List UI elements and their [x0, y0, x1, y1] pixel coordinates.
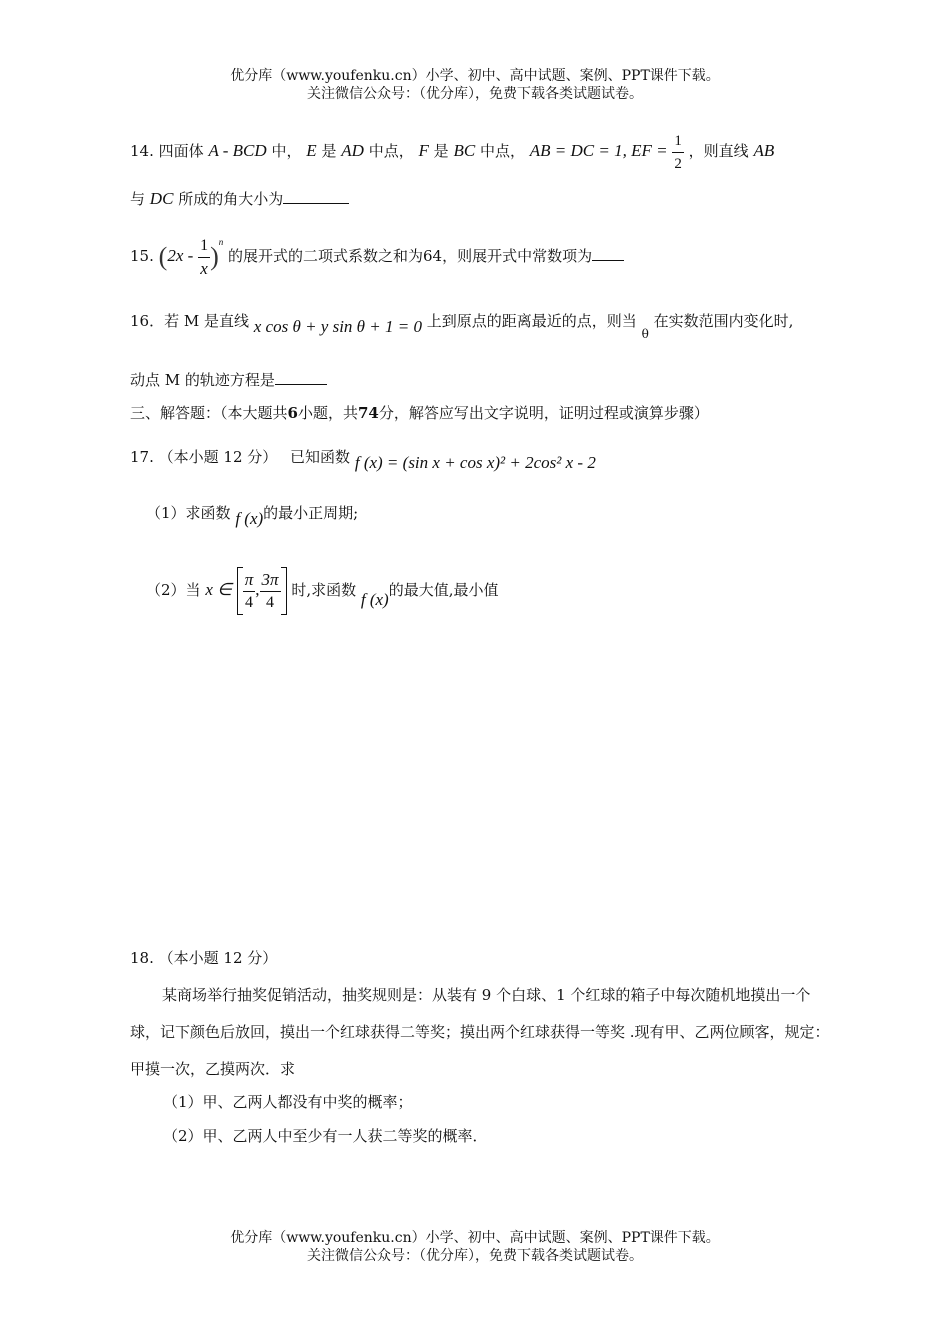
q15-math: 2x -: [167, 246, 194, 265]
q14-math: DC: [149, 189, 174, 208]
footer-line-1: 优分库（www.youfenku.cn）小学、初中、高中试题、案例、PPT课件下载。: [230, 1230, 720, 1246]
q16-text: 在实数范围内变化时,: [653, 312, 794, 330]
q17-math: f (x): [235, 509, 264, 528]
q15-paren-left: (: [158, 242, 168, 271]
q18-part-2: （2）甲、乙两人中至少有一人获二等奖的概率．: [163, 1127, 488, 1145]
q17-text: 已知函数: [290, 448, 351, 466]
q18-paragraph: 某商场举行抽奖促销活动，抽奖规则是：从装有 9 个白球、1 个红球的箱子中每次随机地摸出一个球，记下颜色后放回，摸出一个红球获得二等奖；摸出两个红球获得一等奖 .现有甲、乙两位顾客，规定：甲摸一次，乙摸两次．求: [130, 986, 830, 1078]
question-14-line-2: [130, 186, 349, 212]
q17-frac-den: 4: [244, 593, 253, 611]
q17-score: （本小题 12 分）: [158, 448, 278, 466]
footer-line-2: 关注微信公众号：（优分库），免费下载各类试题试卷。: [307, 1248, 643, 1264]
q14-frac-num: 1: [672, 130, 684, 153]
q16-math: x cos θ + y sin θ + 1 = 0: [253, 317, 422, 336]
section-3-text: 三、解答题：（本大题共: [130, 404, 288, 422]
section-3-count: 6: [287, 404, 298, 422]
section-3-heading: [130, 401, 709, 425]
q14-text: 中点，: [368, 142, 414, 160]
q16-number: 16．若 M 是直线: [130, 312, 249, 330]
header-line-1: 优分库（www.youfenku.cn）小学、初中、高中试题、案例、PPT课件下载。: [230, 68, 720, 84]
question-16-line-1: [130, 306, 794, 341]
q15-fraction: [198, 235, 210, 280]
section-3-points: 74: [357, 404, 379, 422]
q17-part-label: （2）当: [146, 581, 201, 599]
q14-math: AD: [341, 141, 364, 160]
q15-frac-num: 1: [198, 235, 210, 258]
header-line-2: 关注微信公众号：（优分库），免费下载各类试题试卷。: [307, 86, 643, 102]
q17-text: 时,求函数: [291, 581, 357, 599]
q14-math: A - BCD: [208, 141, 267, 160]
q17-number: 17.: [130, 448, 154, 466]
q17-frac-num: π: [243, 569, 256, 592]
q17-part-label: （1）求函数: [146, 504, 231, 522]
question-15: [130, 232, 624, 288]
section-3-text: 小题，共: [297, 404, 358, 422]
q17-text: 的最小正周期;: [263, 504, 359, 522]
q17-part-1: [146, 498, 358, 528]
q18-number: 18.: [130, 949, 154, 967]
q14-text: ，则直线: [688, 142, 749, 160]
interval-bracket-right: [281, 567, 287, 615]
q14-math: BC: [453, 141, 476, 160]
q16-text: 上到原点的距离最近的点，则当: [426, 312, 637, 330]
q14-text: 中点，: [479, 142, 525, 160]
q17-fraction: [260, 569, 281, 614]
q16-theta: θ: [641, 327, 649, 341]
q17-formula: f (x) = (sin x + cos x)² + 2cos² x - 2: [354, 453, 596, 472]
question-16-line-2: [130, 368, 327, 392]
section-3-text: 分，解答应写出文字说明，证明过程或演算步骤）: [378, 404, 709, 422]
q16-answer-blank[interactable]: [275, 370, 327, 385]
question-17: [130, 442, 596, 472]
q17-part-2: （2）当 x ∈ $\frac{\pi}{4}$ , $\frac{3\pi}{4}$ 时,求函数 f (x)的最大值,最小值: [146, 564, 499, 620]
question-18-heading: [130, 946, 277, 970]
q17-text: 的最大值,最小值: [388, 581, 499, 599]
q14-text: 所成的角大小为: [178, 190, 284, 208]
q14-math: AB = DC = 1, EF =: [529, 141, 668, 160]
q18-score: （本小题 12 分）: [158, 949, 278, 967]
q14-answer-blank[interactable]: [283, 189, 349, 204]
q18-part-1: （1）甲、乙两人都没有中奖的概率；: [163, 1093, 413, 1111]
q15-exponent: n: [218, 237, 224, 247]
question-14-line-1: [130, 126, 774, 176]
q14-text: 是: [433, 142, 449, 160]
q14-text: 中，: [271, 142, 302, 160]
q17-fraction: [243, 569, 256, 614]
q17-math: x ∈: [205, 580, 232, 599]
q17-math: f (x): [360, 590, 389, 609]
q14-number: 14.: [130, 142, 154, 160]
q14-math: E: [306, 141, 317, 160]
q17-frac-num: 3π: [260, 569, 281, 592]
q14-text: 与: [130, 190, 146, 208]
q14-math: F: [418, 141, 429, 160]
q15-paren-right: ): [210, 242, 219, 271]
q15-text: 的展开式的二项式系数之和为64，则展开式中常数项为: [228, 247, 593, 265]
q14-frac-den: 2: [674, 155, 682, 172]
q14-math: AB: [753, 141, 775, 160]
q15-number: 15.: [130, 247, 154, 265]
q14-fraction: [672, 130, 684, 175]
q15-answer-blank[interactable]: [592, 246, 624, 261]
q17-frac-den: 4: [266, 593, 275, 611]
q14-text: 是: [321, 142, 337, 160]
q16-text: 动点 M 的轨迹方程是: [130, 371, 275, 389]
q14-text: 四面体: [158, 142, 204, 160]
q15-frac-den: x: [200, 258, 208, 278]
